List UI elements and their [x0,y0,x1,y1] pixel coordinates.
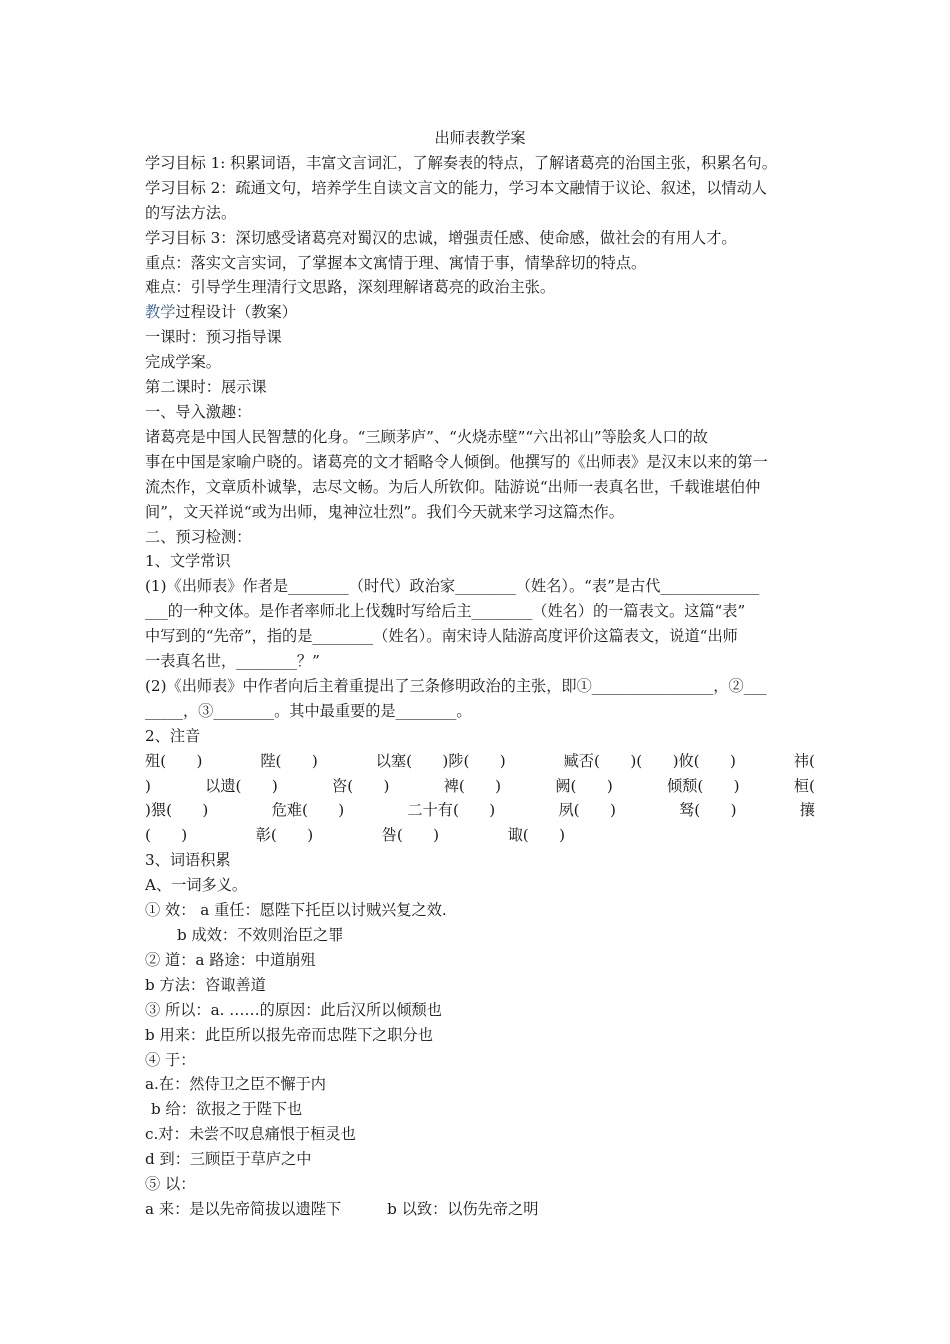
pron-item: 裨( ) [443,776,502,795]
pron-item: 危难( ) [271,801,345,820]
literature-line-3: 中写到的“先帝”，指的是________（姓名）。南宋诗人陆游高度评价这篇表文，说道“出师 [145,627,738,646]
document-title: 出师表教学案 [434,129,526,147]
literature-line-6: _____，③________。其中最重要的是________。 [145,701,472,720]
pron-item: 祎( [793,751,815,770]
pron-item: 诹( ) [507,826,565,845]
complete-plan: 完成学案。 [145,353,221,372]
pron-item: ( ) [145,826,188,845]
vocab-5-row [145,1197,815,1222]
pronunciation-row-1 [145,749,815,774]
lesson-1: 一课时：预习指导课 [145,328,282,347]
process-design-label: 过程设计（教案） [175,303,297,322]
pron-item: 桓( [793,776,815,795]
vocab-5b: b 以致：以伤先帝之明 [387,1199,539,1218]
vocab-4c: c.对：未尝不叹息痛恨于桓灵也 [145,1125,356,1144]
pron-item: 夙( ) [558,801,616,820]
teaching-link[interactable]: 教学 [145,303,176,322]
polysemy-heading: A、一词多义。 [145,876,248,895]
goal-2-line-2: 的写法方法。 [145,203,237,222]
pronunciation-heading: 2、注音 [145,726,201,745]
vocab-4a: a.在：然侍卫之臣不懈于内 [145,1075,326,1094]
check-heading: 二、预习检测： [145,527,252,546]
vocab-5a: a 来：是以先帝简拔以遗陛下 [145,1199,342,1218]
intro-line-4: 间”，文天祥说“或为出师，鬼神泣壮烈”。我们今天就来学习这篇杰作。 [145,502,624,521]
pron-item: 咨( ) [332,776,390,795]
pronunciation-row-4 [145,823,565,848]
vocab-5: ⑤ 以： [145,1175,196,1194]
literature-line-2: ___的一种文体。是作者率师北上伐魏时写给后主________（姓名）的一篇表文。这篇“表” [145,602,746,621]
pronunciation-row-3 [145,798,815,823]
pron-item: ) [145,776,151,795]
literature-line-4: 一表真名世，________？” [145,652,320,671]
document-body [145,126,815,1222]
vocab-heading: 3、词语积累 [145,851,231,870]
pron-item: 二十有( ) [407,801,496,820]
pron-item: 彰( ) [255,826,314,845]
process-design [145,300,815,325]
vocab-1a: ① 效： a 重任：愿陛下托臣以讨贼兴复之效. [145,901,447,920]
pron-item: )猥( ) [145,801,209,820]
pron-item: 倾颓( ) [666,776,740,795]
pron-item: 阙( ) [555,776,613,795]
vocab-1b: b 成效：不效则治臣之罪 [177,926,344,944]
vocab-3b: b 用来：此臣所以报先帝而忠陛下之职分也 [145,1025,433,1044]
vocab-2a: ② 道：a 路途：中道崩殂 [145,950,316,969]
vocab-3a: ③ 所以：a. ……的原因：此后汉所以倾颓也 [145,1000,442,1019]
intro-heading: 一、导入激趣： [145,402,252,421]
lesson-2: 第二课时：展示课 [145,378,267,397]
intro-line-2: 事在中国是家喻户晓的。诸葛亮的文才韬略令人倾倒。他撰写的《出师表》是汉末以来的第一 [145,452,768,471]
pron-item: 咎( ) [381,826,440,845]
pron-item: 殂( ) [145,751,203,770]
vocab-4: ④ 于： [145,1050,196,1069]
vocab-2b: b 方法：咨诹善道 [145,975,266,994]
literature-line-5: (2)《出师表》中作者向后主着重提出了三条修明政治的主张，即①________________，②___ [145,676,767,695]
pron-item: 攘 [799,801,815,820]
literature-heading: 1、文学常识 [145,552,231,571]
intro-line-3: 流杰作，文章质朴诚挚，志尽文畅。为后人所钦仰。陆游说“出师一表真名世，千载谁堪伯仲 [145,477,761,496]
key-point: 重点：落实文言实词，了掌握本文寓情于理、寓情于事，情挚辞切的特点。 [145,253,647,272]
pron-item: 以塞( )陟( ) [375,751,506,770]
goal-2-line-1: 学习目标 2：疏通文句，培养学生自读文言文的能力，学习本文融情于议论、叙述，以情动人 [145,178,767,197]
vocab-4b: b 给：欲报之于陛下也 [151,1100,303,1119]
goal-3: 学习目标 3：深切感受诸葛亮对蜀汉的忠诚，增强责任感、使命感，做社会的有用人才。 [145,228,737,247]
pron-item: 驽( ) [679,801,737,820]
pronunciation-row-2 [145,774,815,799]
difficult-point: 难点：引导学生理清行文思路，深刻理解诸葛亮的政治主张。 [145,278,556,297]
pron-item: 以遗( ) [205,776,278,795]
vocab-4d: d 到：三顾臣于草庐之中 [145,1150,312,1169]
goal-1: 学习目标 1: 积累词语，丰富文言词汇，了解奏表的特点，了解诸葛亮的治国主张，积累名句。 [145,153,777,172]
pron-item: 陛( ) [260,751,318,770]
pron-item: 臧否( )( )攸( ) [563,751,736,770]
intro-line-1: 诸葛亮是中国人民智慧的化身。“三顾茅庐”、“火烧赤壁”“六出祁山”等脍炙人口的故 [145,427,708,446]
literature-line-1: (1)《出师表》作者是________（时代）政治家________（姓名）。“表”是古代_____________ [145,577,760,596]
